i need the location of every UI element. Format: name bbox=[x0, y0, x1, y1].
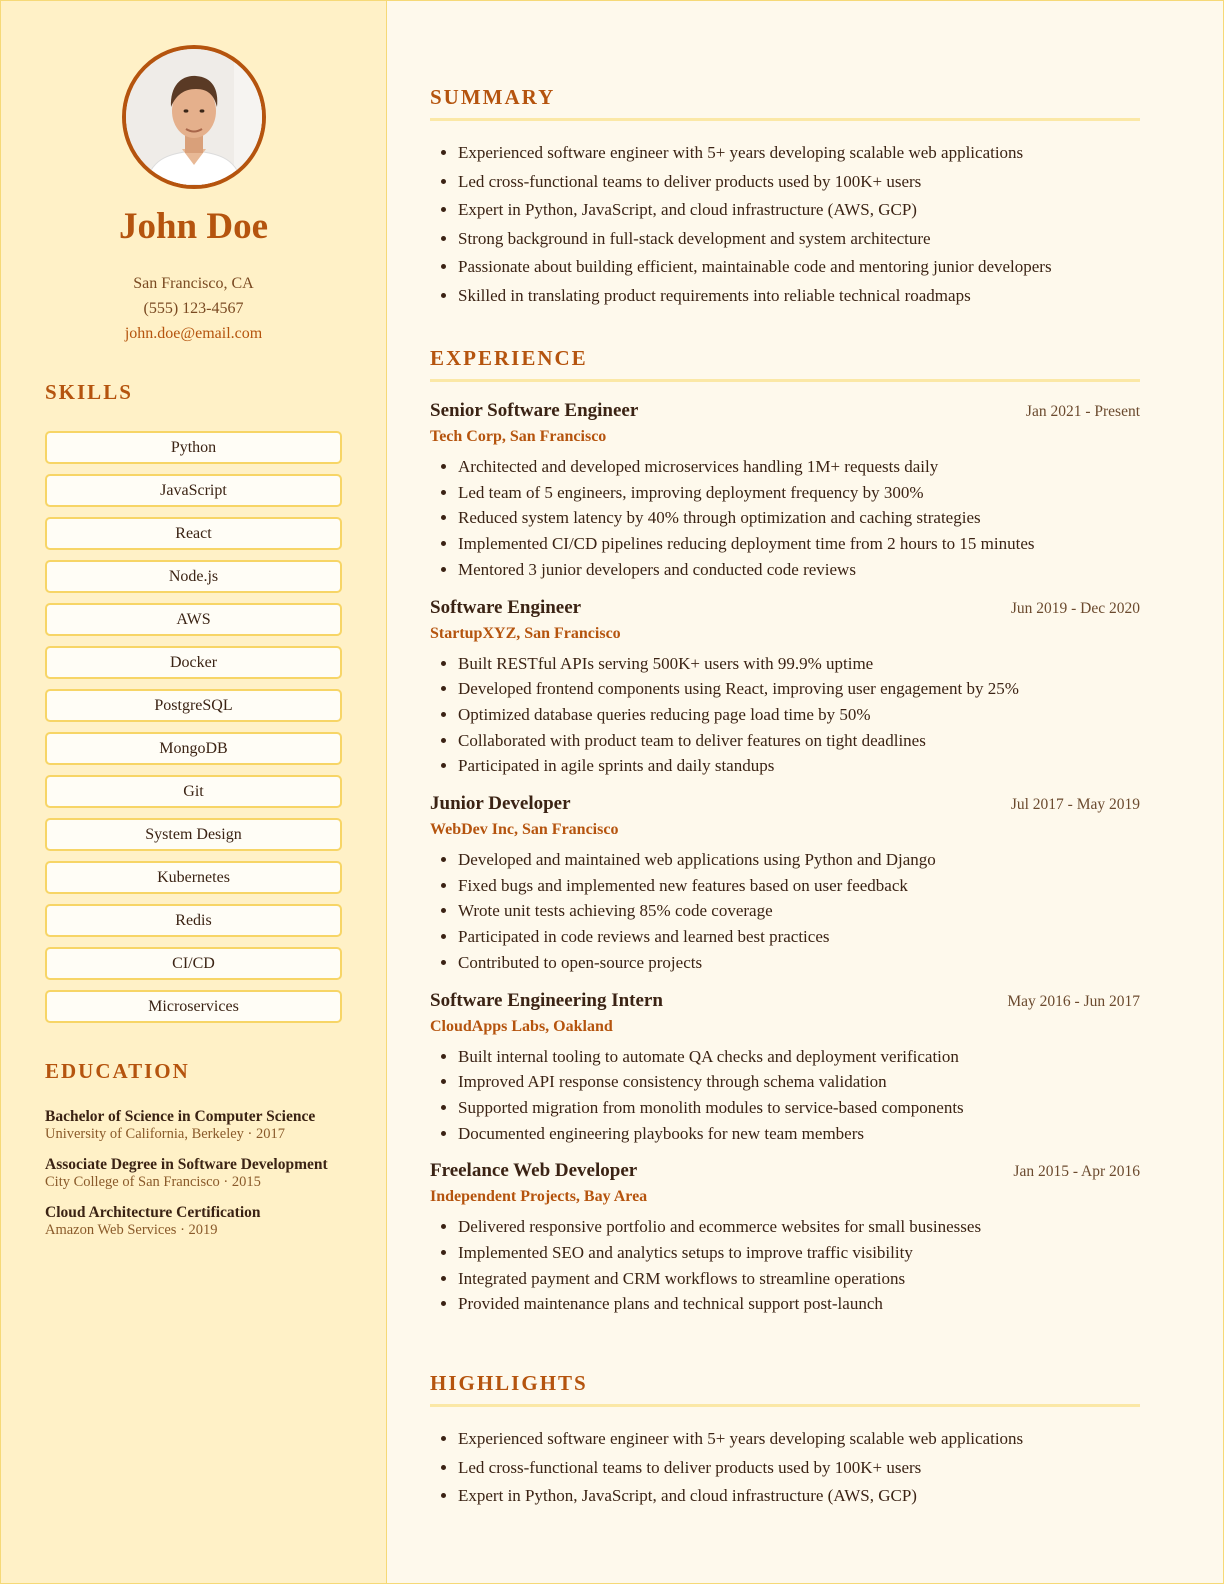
summary-item: • Passionate about building efficient, maintainable code and mentoring junior developers bbox=[458, 253, 1140, 282]
avatar bbox=[122, 45, 266, 189]
job-title: Freelance Web Developer bbox=[430, 1160, 638, 1182]
job-bullet: • Collaborated with product team to deliver features on tight deadlines bbox=[458, 728, 1140, 754]
job-title: Senior Software Engineer bbox=[430, 400, 639, 421]
skill-tag: PostgreSQL bbox=[45, 689, 342, 722]
experience-heading: EXPERIENCE bbox=[430, 346, 1140, 382]
skill-tag: JavaScript bbox=[45, 474, 342, 507]
sidebar bbox=[1, 1, 387, 1583]
skill-tag: MongoDB bbox=[45, 732, 342, 765]
skill-tag: Node.js bbox=[45, 560, 342, 593]
job-entry bbox=[430, 990, 1140, 1147]
job-company: StartupXYZ, San Francisco bbox=[430, 624, 621, 642]
job-title: Junior Developer bbox=[430, 793, 571, 815]
job-bullets bbox=[430, 651, 1140, 780]
skill-tag: React bbox=[45, 517, 342, 550]
job-date: May 2016 - Jun 2017 bbox=[1007, 992, 1140, 1010]
job-bullet: • Optimized database queries reducing page load time by 50% bbox=[458, 702, 1140, 728]
summary-heading: SUMMARY bbox=[430, 85, 1140, 121]
institution: City College of San Francisco · 2015 bbox=[45, 1174, 261, 1190]
main-content bbox=[387, 1, 1223, 1583]
job-bullet: • Supported migration from monolith modules to service-based components bbox=[458, 1095, 1140, 1121]
highlight-item: • Experienced software engineer with 5+ years developing scalable web applications bbox=[458, 1425, 1140, 1454]
job-bullet: • Integrated payment and CRM workflows to streamline operations bbox=[458, 1266, 1140, 1292]
job-bullets bbox=[430, 1044, 1140, 1147]
job-bullet: • Participated in code reviews and learned best practices bbox=[458, 924, 1140, 950]
skill-tag: Microservices bbox=[45, 990, 342, 1023]
job-bullets bbox=[430, 847, 1140, 976]
skill-tag: Redis bbox=[45, 904, 342, 937]
job-company: Tech Corp, San Francisco bbox=[430, 428, 607, 445]
contact-info bbox=[45, 271, 342, 346]
skill-tag: System Design bbox=[45, 818, 342, 851]
summary-item: • Strong background in full-stack development and system architecture bbox=[458, 225, 1140, 254]
job-entry bbox=[430, 793, 1140, 976]
job-bullet: • Delivered responsive portfolio and ecommerce websites for small businesses bbox=[458, 1214, 1140, 1240]
profile-photo bbox=[126, 49, 262, 185]
summary-item: • Experienced software engineer with 5+ years developing scalable web applications bbox=[458, 139, 1140, 168]
education-list bbox=[45, 1108, 342, 1239]
job-date: Jun 2019 - Dec 2020 bbox=[1010, 599, 1140, 617]
job-bullet: • Participated in agile sprints and daily standups bbox=[458, 753, 1140, 779]
job-date: Jan 2015 - Apr 2016 bbox=[1013, 1163, 1140, 1181]
job-bullet: • Fixed bugs and implemented new features based on user feedback bbox=[458, 873, 1140, 899]
job-bullet: • Provided maintenance plans and technical support post-launch bbox=[458, 1291, 1140, 1317]
job-bullet: • Built internal tooling to automate QA checks and deployment verification bbox=[458, 1044, 1140, 1070]
job-title: Software Engineering Intern bbox=[430, 989, 663, 1011]
job-company: CloudApps Labs, Oakland bbox=[430, 1017, 613, 1035]
summary-list bbox=[430, 139, 1140, 310]
job-bullets bbox=[430, 454, 1140, 583]
candidate-name: John Doe bbox=[118, 206, 269, 247]
highlights-list bbox=[430, 1425, 1140, 1511]
job-bullets bbox=[430, 1214, 1140, 1317]
job-entry bbox=[430, 400, 1140, 583]
skill-tag: Docker bbox=[45, 646, 342, 679]
highlight-item: • Led cross-functional teams to deliver products used by 100K+ users bbox=[458, 1454, 1140, 1483]
degree: Cloud Architecture Certification bbox=[45, 1204, 261, 1221]
institution: University of California, Berkeley · 2017 bbox=[45, 1126, 285, 1142]
skill-tag: CI/CD bbox=[45, 947, 342, 980]
skill-tag: Python bbox=[45, 431, 342, 464]
job-entry bbox=[430, 597, 1140, 780]
phone: (555) 123-4567 bbox=[143, 300, 244, 317]
skill-tag: Git bbox=[45, 775, 342, 808]
job-company: Independent Projects, Bay Area bbox=[430, 1188, 648, 1206]
education-heading: EDUCATION bbox=[45, 1059, 190, 1083]
institution: Amazon Web Services · 2019 bbox=[45, 1222, 218, 1238]
job-bullet: • Developed frontend components using React, improving user engagement by 25% bbox=[458, 676, 1140, 702]
job-date: Jul 2017 - May 2019 bbox=[1010, 796, 1140, 814]
job-bullet: • Implemented CI/CD pipelines reducing deployment time from 2 hours to 15 minutes bbox=[458, 531, 1140, 557]
education-item bbox=[45, 1156, 342, 1191]
job-date: Jan 2021 - Present bbox=[1025, 403, 1140, 420]
job-entry bbox=[430, 1160, 1140, 1317]
summary-item: • Expert in Python, JavaScript, and cloud infrastructure (AWS, GCP) bbox=[458, 196, 1140, 225]
summary-item: • Skilled in translating product requirements into reliable technical roadmaps bbox=[458, 282, 1140, 311]
job-bullet: • Developed and maintained web applications using Python and Django bbox=[458, 847, 1140, 873]
job-bullet: • Documented engineering playbooks for new team members bbox=[458, 1121, 1140, 1147]
education-item bbox=[45, 1204, 342, 1239]
job-bullet: • Implemented SEO and analytics setups to improve traffic visibility bbox=[458, 1240, 1140, 1266]
education-item bbox=[45, 1108, 342, 1143]
skill-tag: Kubernetes bbox=[45, 861, 342, 894]
job-bullet: • Built RESTful APIs serving 500K+ users with 99.9% uptime bbox=[458, 651, 1140, 677]
job-title: Software Engineer bbox=[430, 596, 582, 618]
summary-item: • Led cross-functional teams to deliver products used by 100K+ users bbox=[458, 168, 1140, 197]
job-bullet: • Contributed to open-source projects bbox=[458, 950, 1140, 976]
highlight-item: • Expert in Python, JavaScript, and cloud infrastructure (AWS, GCP) bbox=[458, 1482, 1140, 1511]
skills-list bbox=[45, 431, 342, 1023]
location: San Francisco, CA bbox=[133, 275, 254, 292]
job-bullet: • Wrote unit tests achieving 85% code coverage bbox=[458, 898, 1140, 924]
skill-tag: AWS bbox=[45, 603, 342, 636]
job-bullet: • Reduced system latency by 40% through optimization and caching strategies bbox=[458, 505, 1140, 531]
job-bullet: • Improved API response consistency through schema validation bbox=[458, 1069, 1140, 1095]
degree: Bachelor of Science in Computer Science bbox=[45, 1108, 316, 1125]
skills-heading: SKILLS bbox=[45, 380, 133, 404]
job-bullet: • Led team of 5 engineers, improving deployment frequency by 300% bbox=[458, 480, 1140, 506]
job-bullet: • Mentored 3 junior developers and conducted code reviews bbox=[458, 557, 1140, 583]
email-link[interactable]: john.doe@email.com bbox=[124, 325, 263, 342]
degree: Associate Degree in Software Development bbox=[45, 1156, 328, 1173]
highlights-heading: HIGHLIGHTS bbox=[430, 1371, 1140, 1407]
job-bullet: • Architected and developed microservices handling 1M+ requests daily bbox=[458, 454, 1140, 480]
job-company: WebDev Inc, San Francisco bbox=[430, 821, 619, 839]
